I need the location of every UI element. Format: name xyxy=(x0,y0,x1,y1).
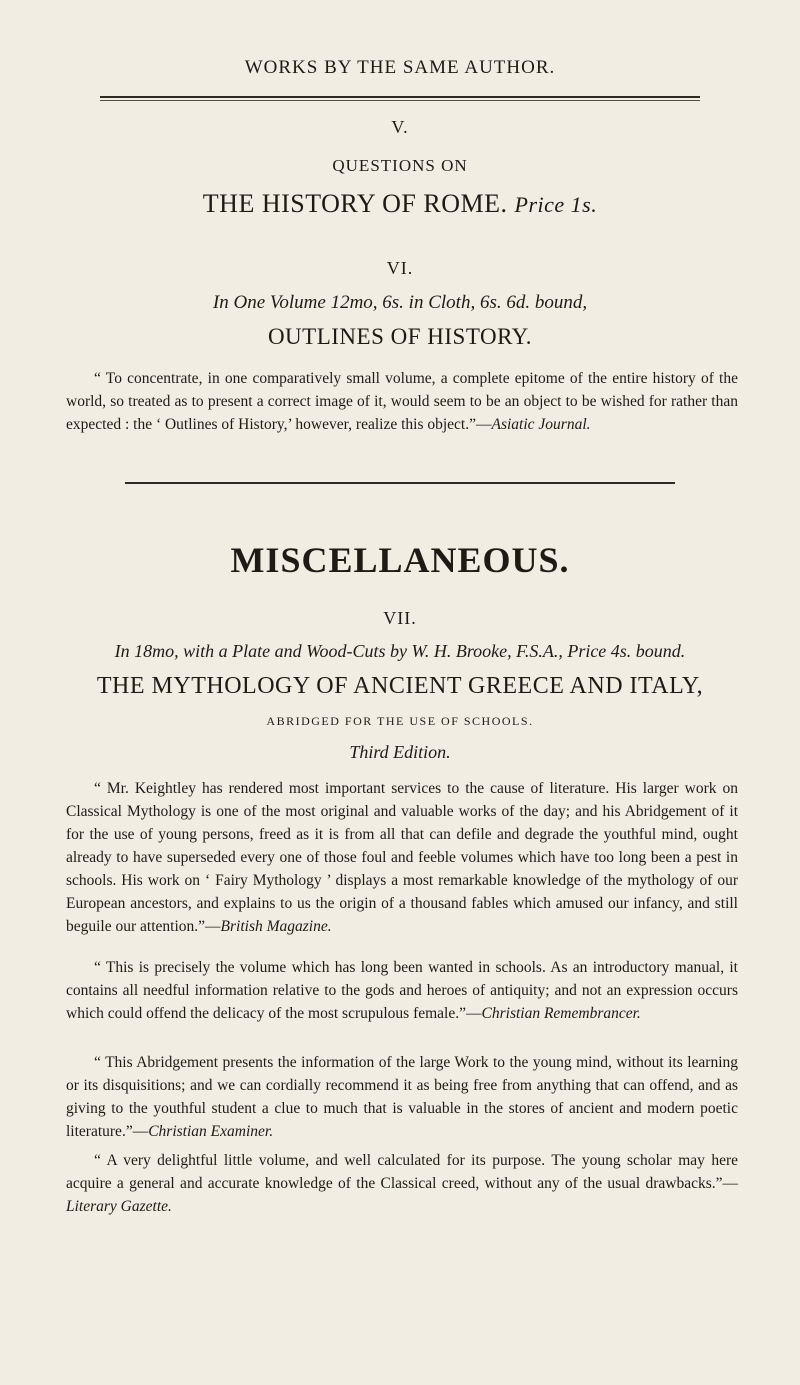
entry-v-title-line1: QUESTIONS ON xyxy=(332,156,468,175)
section-rule xyxy=(125,482,675,484)
entry-number-v: V. xyxy=(391,117,409,137)
entry-v-price: Price 1s. xyxy=(514,192,598,217)
review-text: “ Mr. Keightley has rendered most important services to the cause of literature. His larger work on Classical Mythology is one of the most original and valuable works of the day; and his Abridgement of it for the use of young persons, freed as it is from all that can defile and degrade the youthful mind, ought already to have superseded every one of those foul and feeble volumes which have too long been a pest in schools. His work on ‘ Fairy Mythology ’ displays a most remarkable knowledge of the mythology of our European ancestors, and explains to us the origin of a thousand fables which amused our infancy, and still beguile our attention.”— xyxy=(66,780,738,935)
entry-vi-review xyxy=(66,367,738,436)
entry-number-vii: VII. xyxy=(383,608,417,628)
review-literary-gazette xyxy=(66,1149,738,1218)
entry-v-title xyxy=(0,189,800,219)
review-text: “ This Abridgement presents the information of the large Work to the young mind, without its learning or its disquisitions; and we can cordially recommend it as being free from anything that can offend, and as giving to the youthful student a clue to much that is valuable in the stores of ancient and modern poetic literature.”— xyxy=(66,1054,738,1140)
review-christian-examiner xyxy=(66,1051,738,1143)
entry-v-title-text: THE HISTORY OF ROME. xyxy=(202,189,508,218)
entry-number-vi: VI. xyxy=(386,258,414,278)
page-header: WORKS BY THE SAME AUTHOR. xyxy=(244,57,556,78)
review-source: Literary Gazette. xyxy=(66,1198,172,1215)
review-source: Asiatic Journal. xyxy=(491,416,591,433)
header-rule-thin xyxy=(100,100,700,101)
header-rule xyxy=(100,96,700,98)
entry-vii-title: THE MYTHOLOGY OF ANCIENT GREECE AND ITALY, xyxy=(96,673,704,699)
entry-vii-format: In 18mo, with a Plate and Wood-Cuts by W. H. Brooke, F.S.A., Price 4s. bound. xyxy=(114,641,686,661)
review-text: “ A very delightful little volume, and well calculated for its purpose. The young scholar may here acquire a general and accurate knowledge of the Classical creed, without any of the usual drawbacks.”— xyxy=(66,1152,738,1192)
entry-vii-subtitle: ABRIDGED FOR THE USE OF SCHOOLS. xyxy=(266,714,534,728)
entry-vii-edition: Third Edition. xyxy=(349,742,451,762)
entry-vi-format: In One Volume 12mo, 6s. in Cloth, 6s. 6d. bound, xyxy=(212,292,588,313)
section-heading: MISCELLANEOUS. xyxy=(230,540,570,580)
entry-vi-title: OUTLINES OF HISTORY. xyxy=(267,324,533,349)
review-source: Christian Remembrancer. xyxy=(481,1005,641,1022)
review-source: Christian Examiner. xyxy=(148,1123,274,1140)
review-text: “ This is precisely the volume which has long been wanted in schools. As an introductory manual, it contains all needful information relative to the gods and heroes of antiquity; and not an expression occurs which could offend the delicacy of the most scrupulous female.”— xyxy=(66,959,738,1022)
review-christian-remembrancer xyxy=(66,956,738,1025)
review-british-magazine xyxy=(66,777,738,938)
review-text: “ To concentrate, in one comparatively small volume, a complete epitome of the entire history of the world, so treated as to present a correct image of it, would seem to be an object to be wished for rather than expected : the ‘ Outlines of History,’ however, realize this object.”— xyxy=(66,370,738,433)
review-source: British Magazine. xyxy=(220,918,332,935)
